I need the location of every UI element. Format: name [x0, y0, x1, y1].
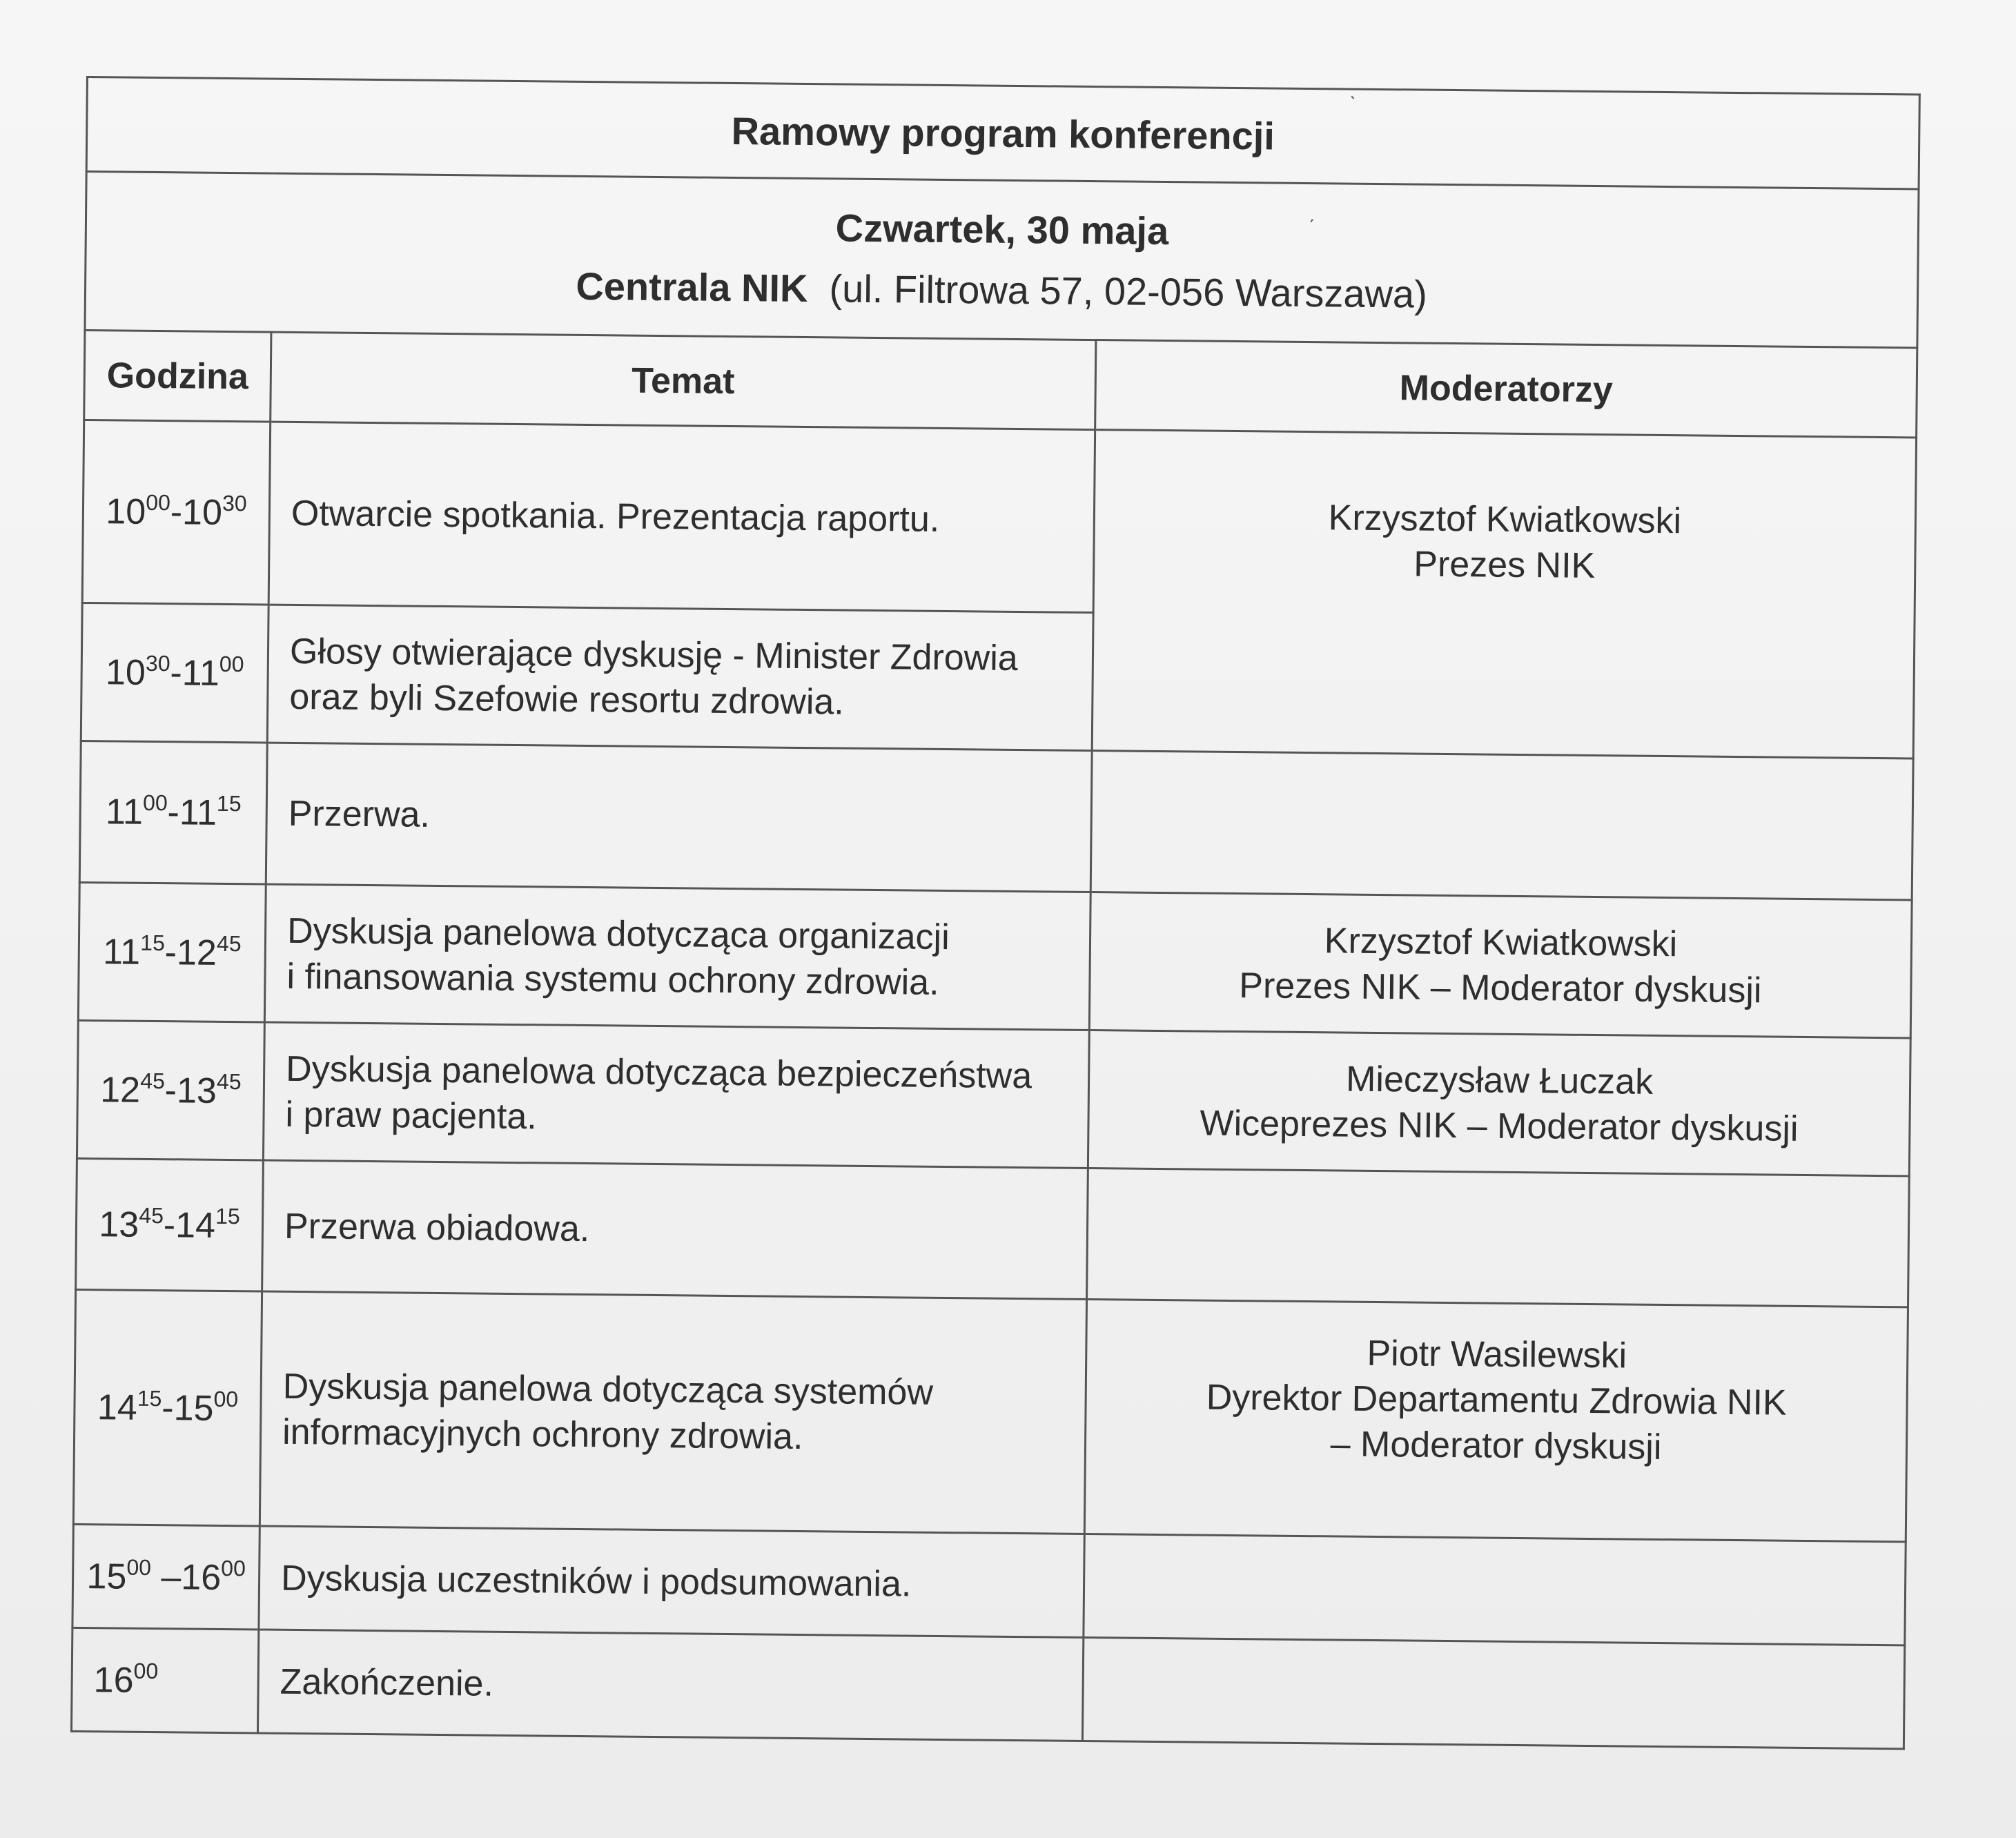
program-table	[70, 76, 1921, 1750]
table-row	[82, 420, 1916, 620]
header-moderators: Moderatorzy	[1095, 340, 1917, 438]
moderator-name: Piotr Wasilewski	[1367, 1333, 1627, 1376]
table-row	[71, 1627, 1904, 1748]
moderator-cell	[1084, 1299, 1908, 1541]
table-row	[78, 882, 1912, 1037]
moderator-name: Mieczysław Łuczak	[1345, 1059, 1654, 1102]
moderator-role: Dyrektor Departamentu Zdrowia NIK	[1206, 1377, 1787, 1423]
topic-cell: Otwarcie spotkania. Prezentacja raportu.	[268, 422, 1095, 612]
header-topic: Temat	[271, 332, 1096, 429]
moderator-cell	[1087, 1169, 1910, 1307]
topic-cell: Głosy otwierające dyskusję - Minister Zdrowia oraz byli Szefowie resortu zdrowia.	[267, 605, 1093, 750]
moderator-role: Wiceprezes NIK – Moderator dyskusji	[1200, 1103, 1799, 1149]
table-row	[77, 1020, 1910, 1175]
moderator-cell	[1089, 892, 1912, 1038]
moderator-role: Prezes NIK	[1413, 544, 1596, 587]
moderator-role: Prezes NIK – Moderator dyskusji	[1239, 965, 1762, 1010]
topic-cell: Przerwa.	[266, 743, 1092, 892]
moderator-cell	[1082, 1637, 1904, 1748]
moderator-cell	[1088, 1030, 1910, 1176]
moderator-role: – Moderator dyskusji	[1330, 1424, 1662, 1467]
time-cell: $11^{00}-11^{15}$	[79, 741, 267, 884]
venue-address: (ul. Filtrowa 57, 02-056 Warszawa)	[829, 266, 1428, 316]
topic-cell: Dyskusja panelowa dotycząca organizacji i finansowania systemu ochrony zdrowia.	[264, 884, 1090, 1030]
topic-cell: Dyskusja panelowa dotycząca systemów informacyjnych ochrony zdrowia.	[260, 1291, 1086, 1534]
moderator-name: Krzysztof Kwiatkowski	[1328, 498, 1682, 542]
table-row	[79, 741, 1913, 899]
time-cell: $14^{15}-15^{00}$	[73, 1289, 262, 1526]
event-info	[85, 172, 1919, 348]
time-cell: $12^{45}-13^{45}$	[77, 1020, 264, 1160]
time-cell: $16^{00}$	[71, 1627, 258, 1733]
time-cell: $13^{45}-14^{15}$	[76, 1158, 264, 1291]
topic-cell: Dyskusja panelowa dotycząca bezpieczeństwa i praw pacjenta.	[263, 1022, 1089, 1168]
venue-name: Centrala NIK	[576, 264, 808, 310]
event-day: Czwartek, 30 maja	[835, 205, 1169, 253]
stray-mark: ˋ	[1349, 93, 1356, 116]
table-row	[72, 1524, 1906, 1645]
header-row	[84, 330, 1917, 437]
stray-mark: ˏ	[1308, 200, 1315, 223]
topic-cell: Zakończenie.	[257, 1630, 1083, 1741]
program-sheet	[70, 76, 1919, 1750]
topic-cell: Dyskusja uczestników i podsumowania.	[259, 1526, 1084, 1637]
moderator-name: Krzysztof Kwiatkowski	[1324, 920, 1678, 964]
time-cell: $10^{30}-11^{00}$	[81, 603, 268, 743]
header-time: Godzina	[84, 330, 271, 422]
title-row	[86, 77, 1919, 189]
document-title: Ramowy program konferencji	[86, 77, 1919, 189]
time-cell: $11^{15}-12^{45}$	[78, 882, 266, 1022]
moderator-cell	[1084, 1534, 1906, 1645]
time-cell: $15^{00}$ $-16^{00}$	[72, 1524, 260, 1630]
moderator-cell	[1090, 751, 1913, 900]
topic-cell: Przerwa obiadowa.	[262, 1160, 1088, 1299]
moderator-cell	[1092, 430, 1916, 759]
table-row	[76, 1158, 1910, 1307]
table-row	[73, 1289, 1908, 1541]
time-cell: $10^{00}-10^{30}$	[82, 420, 271, 605]
subtitle-row	[85, 172, 1919, 348]
